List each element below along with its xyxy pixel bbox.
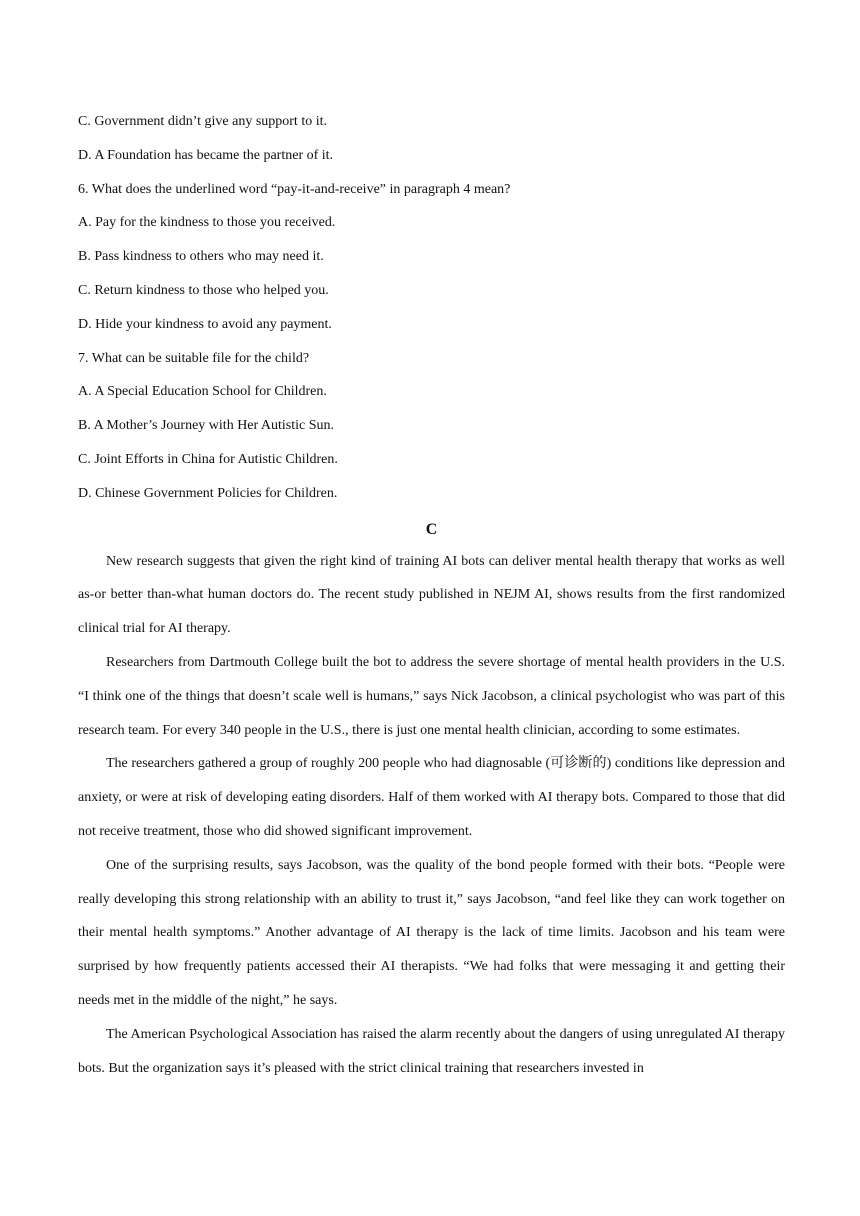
question-5-option-d: D. A Foundation has became the partner of it.	[78, 147, 334, 163]
document-page	[78, 108, 785, 1085]
passage-paragraph-5: The American Psychological Association has raised the alarm recently about the dangers of using unregulated AI therapy bots. But the organization says it’s pleased with the strict clinical training that researchers invested in	[78, 1026, 785, 1076]
question-6-option-c: C. Return kindness to those who helped you.	[78, 282, 329, 298]
passage-paragraph-3: The researchers gathered a group of roughly 200 people who had diagnosable (可诊断的) conditions like depression and anxiety, or were at risk of developing eating disorders. Half of them worked with AI therapy bots. Compared to those that did not receive treatment, those who did showed significant improvement.	[78, 756, 785, 839]
question-6-stem: 6. What does the underlined word “pay-it-and-receive” in paragraph 4 mean?	[78, 181, 511, 197]
section-heading-c: C	[425, 520, 438, 538]
question-7-option-d: D. Chinese Government Policies for Children.	[78, 485, 338, 501]
question-6-option-b: B. Pass kindness to others who may need it.	[78, 249, 324, 265]
question-5-option-c: C. Government didn’t give any support to it.	[78, 114, 327, 129]
question-7-stem: 7. What can be suitable file for the child?	[78, 350, 310, 366]
question-6-option-a: A. Pay for the kindness to those you received.	[78, 215, 336, 231]
question-7-option-c: C. Joint Efforts in China for Autistic Children.	[78, 451, 338, 467]
passage-paragraph-2: Researchers from Dartmouth College built the bot to address the severe shortage of mental health providers in the U.S. “I think one of the things that doesn’t scale well is humans,” says Nick Jacobson, a clinical psychologist who was part of this research team. For every 340 people in the U.S., there is just one mental health clinician, according to some estimates.	[78, 654, 785, 738]
question-6-option-d: D. Hide your kindness to avoid any payment.	[78, 316, 332, 332]
passage-paragraph-4: One of the surprising results, says Jacobson, was the quality of the bond people formed with their bots. “People were really developing this strong relationship with an ability to trust it,” says Jacobson, “and feel like they can work together on their mental health symptoms.” Another advantage of AI therapy is the lack of time limits. Jacobson and his team were surprised by how frequently patients accessed their AI therapists. “We had folks that were messaging it and getting their needs met in the middle of the night,” he says.	[78, 857, 785, 1008]
question-7-option-a: A. A Special Education School for Children.	[78, 384, 327, 400]
question-7-option-b: B. A Mother’s Journey with Her Autistic Sun.	[78, 418, 335, 434]
passage-paragraph-1: New research suggests that given the right kind of training AI bots can deliver mental health therapy that works as well as-or better than-what human doctors do. The recent study published in NEJM AI, shows results from the first randomized clinical trial for AI therapy.	[78, 553, 785, 637]
